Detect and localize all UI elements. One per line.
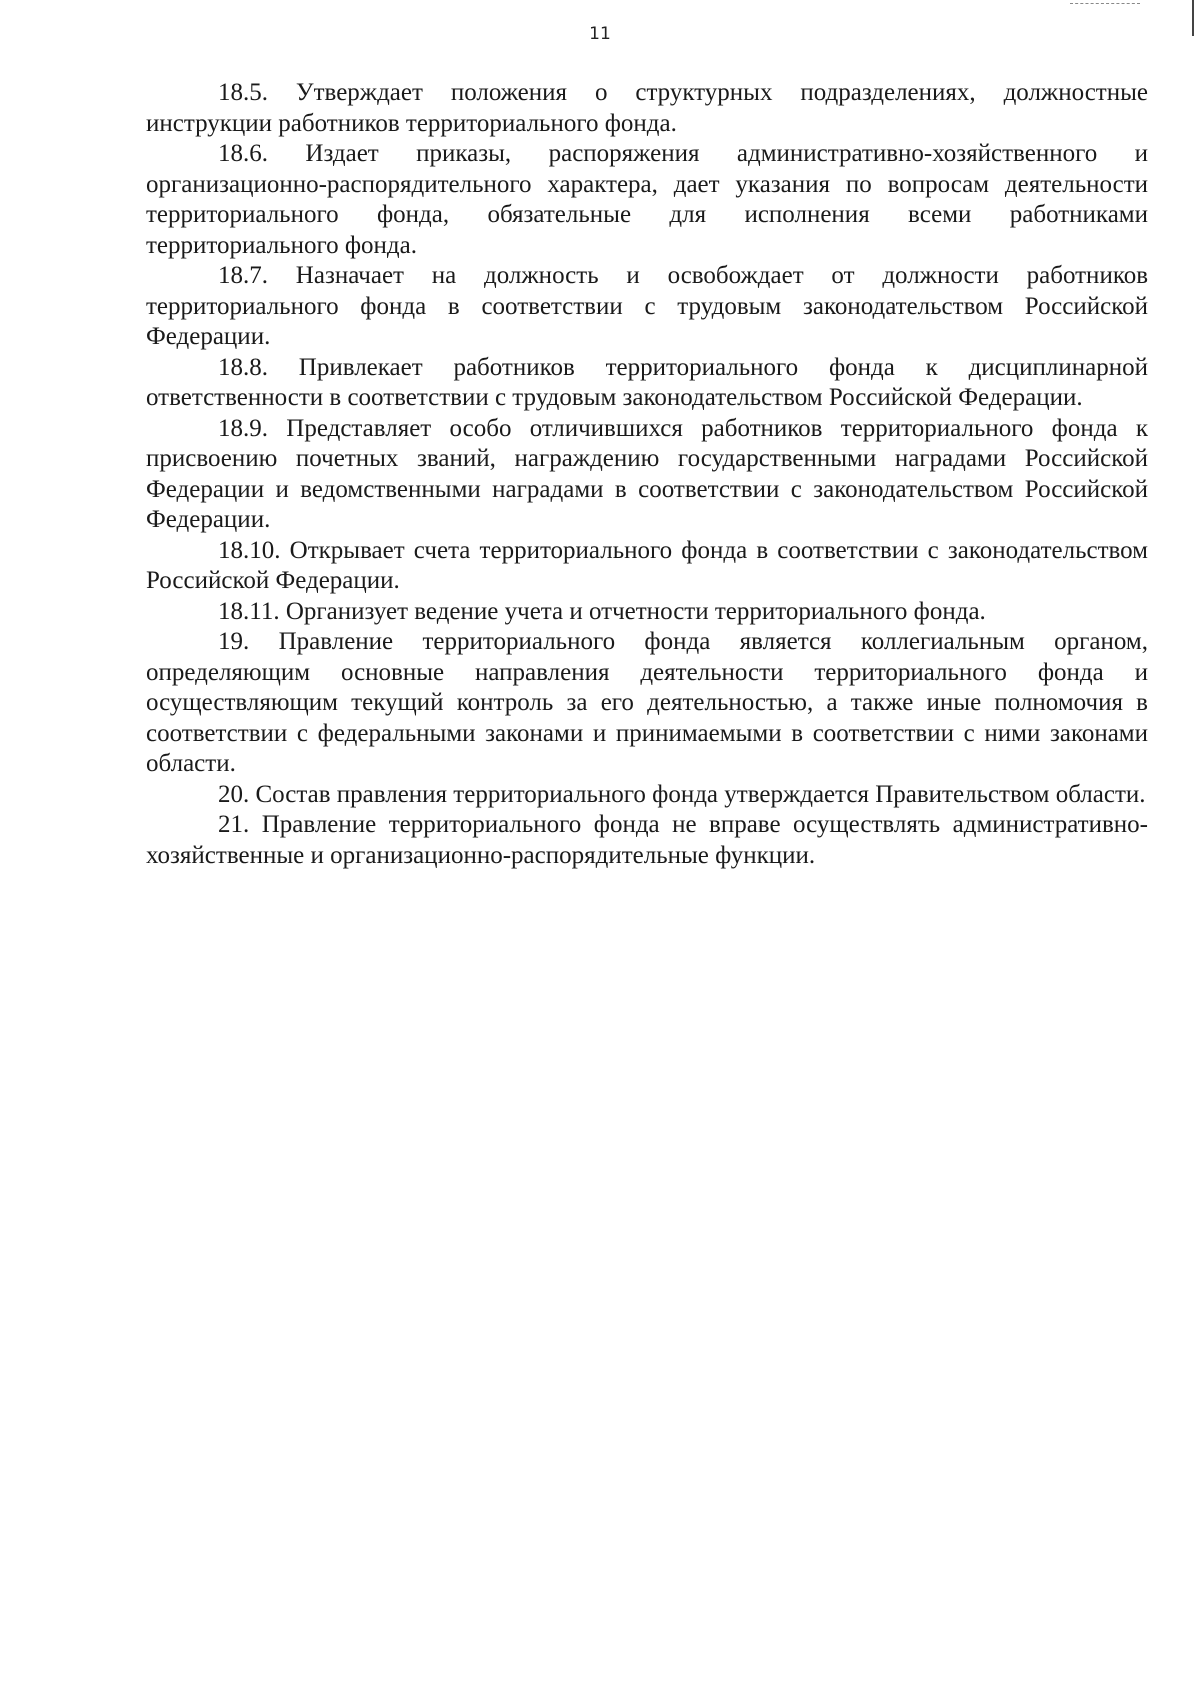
paragraph-18-11: 18.11. Организует ведение учета и отчетности территориального фонда. <box>218 597 986 625</box>
paragraph-18-7: 18.7. Назначает на должность и освобождает от должности работников территориального фонда в соответствии с трудовым законодательством Российской Федерации. <box>146 262 1148 350</box>
paragraph-19: 19. Правление территориального фонда является коллегиальным органом, определяющим основные направления деятельности территориального фонда и осуществляющим текущий контроль за его деятельностью, а также иные полномочия в соответствии с федеральными законами и принимаемыми в соответствии с ними законами области. <box>146 628 1148 777</box>
paragraph-18-8: 18.8. Привлекает работников территориального фонда к дисциплинарной ответственности в соответствии с трудовым законодательством Российской Федерации. <box>146 353 1148 411</box>
page-number: 11 <box>589 24 611 44</box>
paragraph-18-5: 18.5. Утверждает положения о структурных подразделениях, должностные инструкции работников территориального фонда. <box>146 79 1148 137</box>
paragraph-21: 21. Правление территориального фонда не вправе осуществлять административно-хозяйственные и организационно-распорядительные функции. <box>146 811 1148 869</box>
paragraph-18-10: 18.10. Открывает счета территориального фонда в соответствии с законодательством Российской Федерации. <box>146 536 1148 594</box>
document-body <box>146 78 1148 871</box>
paragraph-18-6: 18.6. Издает приказы, распоряжения административно-хозяйственного и организационно-распорядительного характера, дает указания по вопросам деятельности территориального фонда, обязательные для исполнения всеми работниками территориального фонда. <box>146 140 1148 259</box>
paragraph-18-9: 18.9. Представляет особо отличившихся работников территориального фонда к присвоению почетных званий, награждению государственными наградами Российской Федерации и ведомственными наградами в соответствии с законодательством Российской Федерации. <box>146 414 1148 533</box>
scan-edge-mark <box>1070 0 1140 4</box>
paragraph-20: 20. Состав правления территориального фонда утверждается Правительством области. <box>218 780 1146 808</box>
